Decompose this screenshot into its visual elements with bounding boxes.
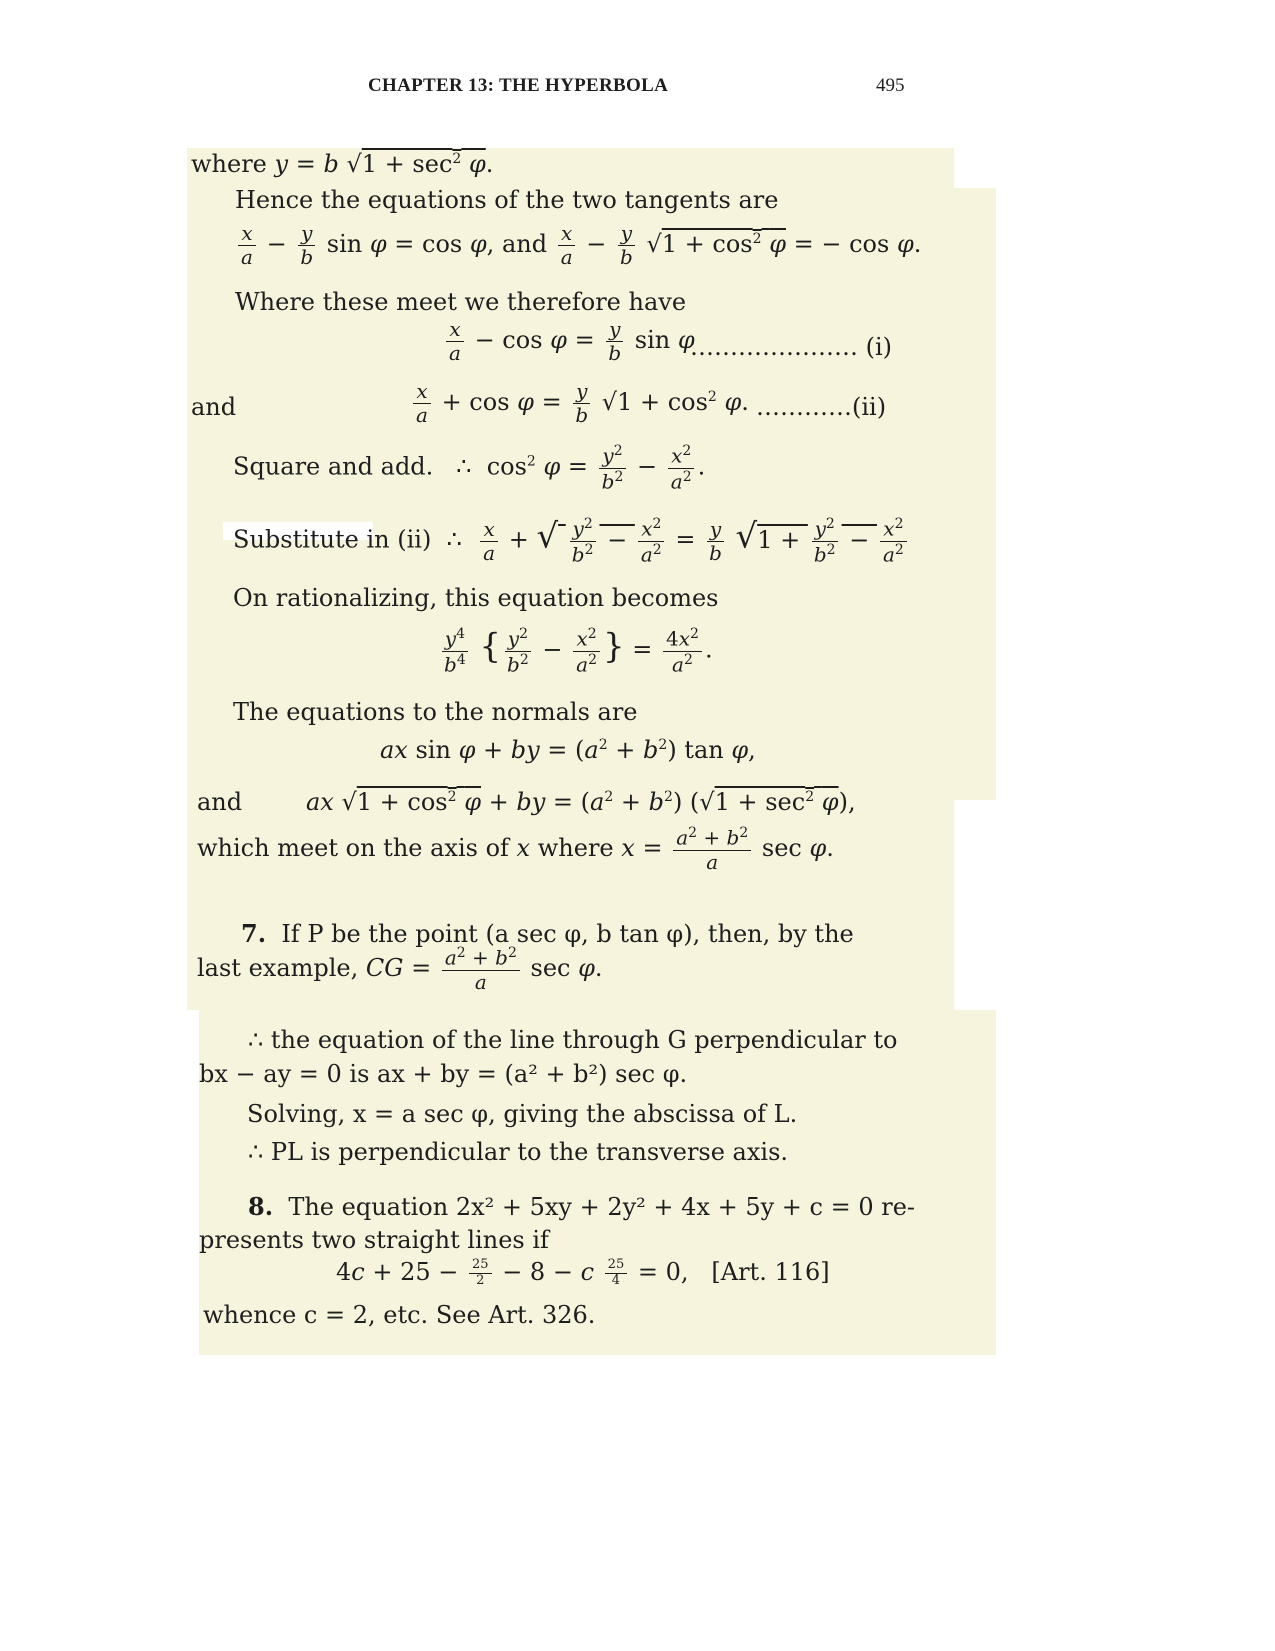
page-number: 495 xyxy=(876,75,905,96)
chapter-title: CHAPTER 13: THE HYPERBOLA xyxy=(368,75,669,96)
condition-equation: 4c + 25 − $\frac{25}{2}$ − 8 − c $\frac{25}{4}$ = 0, [Art. 116] xyxy=(336,1257,830,1288)
rationalizing-line: On rationalizing, this equation becomes xyxy=(233,584,719,612)
normal-equation-2: ax $√1 + \cos^2 \varphi$ + by = $(a^2 + b^2) (√1 + \sec^2 \varphi)$, xyxy=(306,788,856,816)
scan-gap-right-middle xyxy=(954,800,996,1010)
square-add-line: Square and add. ∴ $\cos^2 \varphi$ = $\frac{y^2}{b^2}$ − $\frac{x^2}{a^2}$ . xyxy=(233,443,706,494)
solving-line: Solving, x = a sec φ, giving the abscissa of L. xyxy=(247,1100,798,1128)
rationalized-equation: $\frac{y^4}{b^4}$ { $\frac{y^2}{b^2}$ − $\frac{x^2}{a^2}$ } = $\frac{4x^2}{a^2}$ . xyxy=(438,626,713,676)
bx-ay-line: bx − ay = 0 is ax + by = (a² + b²) sec φ. xyxy=(199,1060,688,1088)
where-meet-line: Where these meet we therefore have xyxy=(235,288,687,316)
whence-line: whence c = 2, etc. See Art. 326. xyxy=(203,1301,596,1329)
which-meet-line: which meet on the axis of x where x = $\frac{a^2 + b^2}{a}$ sec φ. xyxy=(197,825,834,874)
equation-i-label: ………………… (i) xyxy=(690,333,893,361)
example-8-line: 8. The equation 2x² + 5xy + 2y² + 4x + 5y + c = 0 re- xyxy=(248,1192,916,1221)
hence-line: Hence the equations of the two tangents are xyxy=(235,186,779,214)
normal-equation-1: ax sin φ + by = $(a^2 + b^2)$ tan φ, xyxy=(380,736,756,764)
presents-line: presents two straight lines if xyxy=(199,1226,549,1254)
scan-gap-left-bottom xyxy=(187,1010,199,1355)
equation-i: $\frac{x}{a}$ − cos φ = $\frac{y}{b}$ sin φ xyxy=(443,318,695,365)
normals-line: The equations to the normals are xyxy=(233,698,638,726)
pl-perpendicular-line: ∴ PL is perpendicular to the transverse axis. xyxy=(248,1138,789,1166)
equation-ii: $\frac{x}{a}$ + cos φ = $\frac{y}{b}$ $√1 + \cos^2 \varphi$. xyxy=(410,380,749,427)
example-7-line: 7. If P be the point (a sec φ, b tan φ), then, by the xyxy=(241,919,854,948)
and-label-2: and xyxy=(197,788,243,816)
scan-gap-top-right xyxy=(954,148,996,188)
equation-ii-label: …………(ii) xyxy=(756,393,887,421)
last-example-line: last example, CG = $\frac{a^2 + b^2}{a}$ sec φ. xyxy=(197,945,603,994)
where-line: where y = b $√1 + \sec^2 \varphi$. xyxy=(191,150,494,178)
tangent-equations: $\frac{x}{a}$ − $\frac{y}{b}$ sin φ = cos φ, and $\frac{x}{a}$ − $\frac{y}{b}$ $√1 + \cos^2 \varphi$ = − cos φ. xyxy=(235,222,921,269)
perpendicular-line: ∴ the equation of the line through G perpendicular to xyxy=(248,1026,898,1054)
and-label: and xyxy=(191,393,237,421)
substitute-line: Substitute in (ii) ∴ $\frac{x}{a}$ + √ $\frac{y^2}{b^2}$ − $\frac{x^2}{a^2}$ = $\frac{y}{b}$ √1 + $\frac{y^2}{b^2}$ − $\frac{x^2}{a^2}$ xyxy=(233,516,910,566)
